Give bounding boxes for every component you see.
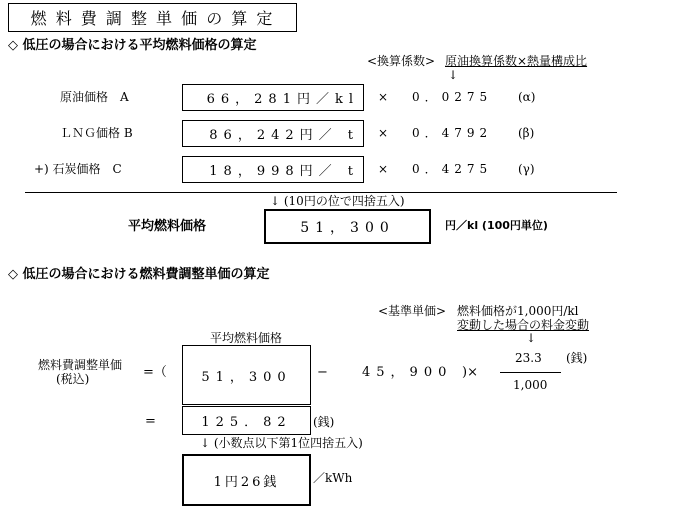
minus-sign: − bbox=[317, 365, 328, 380]
price-value: 18，998円／ t bbox=[209, 164, 359, 179]
row-label: 原油価格 A bbox=[60, 90, 129, 104]
rounding-note: ↓ (小数点以下第1位四捨五入) bbox=[200, 436, 363, 450]
base-price-note-2: 変動した場合の料金変動 bbox=[457, 318, 590, 332]
avg-fuel-price-box bbox=[182, 345, 311, 405]
avg-fuel-price-value: 51，300 bbox=[300, 219, 395, 236]
final-unit: ／kWh bbox=[313, 471, 353, 485]
coef-symbol: (α) bbox=[518, 90, 536, 104]
tax-included-label: (税込) bbox=[56, 372, 90, 386]
final-unit-price-box bbox=[182, 454, 311, 506]
coef-value: 0．0275 bbox=[412, 90, 493, 104]
price-box bbox=[182, 84, 364, 111]
adjustment-unit-price-label: 燃料費調整単価 bbox=[38, 358, 123, 372]
price-value: 66，281円／kl bbox=[206, 92, 359, 107]
sen-unit: (銭) bbox=[566, 351, 588, 365]
base-price-prefix: <基準単価> bbox=[378, 304, 447, 318]
down-arrow-icon: ↓ bbox=[448, 68, 459, 82]
section1-heading: ◇ 低圧の場合における平均燃料価格の算定 bbox=[8, 38, 257, 53]
base-fuel-price: 45，900 bbox=[362, 365, 453, 380]
coef-value: 0．4275 bbox=[412, 162, 493, 176]
avg-fuel-price-label: 平均燃料価格 bbox=[210, 331, 283, 345]
equals-open-paren: =（ bbox=[143, 365, 167, 380]
fraction-bar bbox=[500, 372, 561, 373]
coef-value: 0．4792 bbox=[412, 126, 493, 140]
equals-sign: = bbox=[145, 414, 156, 429]
close-paren-times: )× bbox=[462, 365, 478, 380]
price-box bbox=[182, 120, 364, 147]
section2-heading: ◇ 低圧の場合における燃料費調整単価の算定 bbox=[8, 267, 270, 282]
base-price-note-1: 燃料価格が1,000円/kl bbox=[457, 304, 579, 318]
avg-fuel-price-unit: 円／kl (100円単位) bbox=[445, 219, 548, 232]
coef-symbol: (β) bbox=[518, 126, 535, 140]
times-sign: × bbox=[378, 90, 389, 104]
rounding-note: ↓ (10円の位で四捨五入) bbox=[270, 194, 405, 208]
computed-value: 125．82 bbox=[201, 415, 292, 430]
computed-unit: (銭) bbox=[313, 415, 335, 429]
row-label: ＬＮＧ価格 B bbox=[60, 126, 133, 140]
title-box bbox=[8, 3, 297, 32]
times-sign: × bbox=[378, 126, 389, 140]
sum-divider bbox=[25, 192, 617, 193]
denominator: 1,000 bbox=[513, 378, 548, 392]
avg-fuel-price-box bbox=[264, 209, 431, 244]
avg-fuel-price-label: 平均燃料価格 bbox=[128, 219, 207, 234]
coef-note-formula: 原油換算係数×熱量構成比 bbox=[445, 54, 588, 68]
down-arrow-icon: ↓ bbox=[526, 331, 537, 345]
row-label: +) 石炭価格 C bbox=[34, 162, 122, 176]
avg-fuel-price-value: 51，300 bbox=[201, 369, 292, 385]
coef-note-prefix: <換算係数> bbox=[367, 54, 436, 68]
numerator: 23.3 bbox=[515, 351, 542, 365]
computed-box bbox=[182, 406, 311, 435]
coef-symbol: (γ) bbox=[518, 162, 535, 176]
page-title: 燃 料 費 調 整 単 価 の 算 定 bbox=[30, 9, 275, 28]
times-sign: × bbox=[378, 162, 389, 176]
price-box bbox=[182, 156, 364, 183]
price-value: 86，242円／ t bbox=[209, 128, 359, 143]
final-unit-price-value: 1円26銭 bbox=[213, 474, 280, 490]
